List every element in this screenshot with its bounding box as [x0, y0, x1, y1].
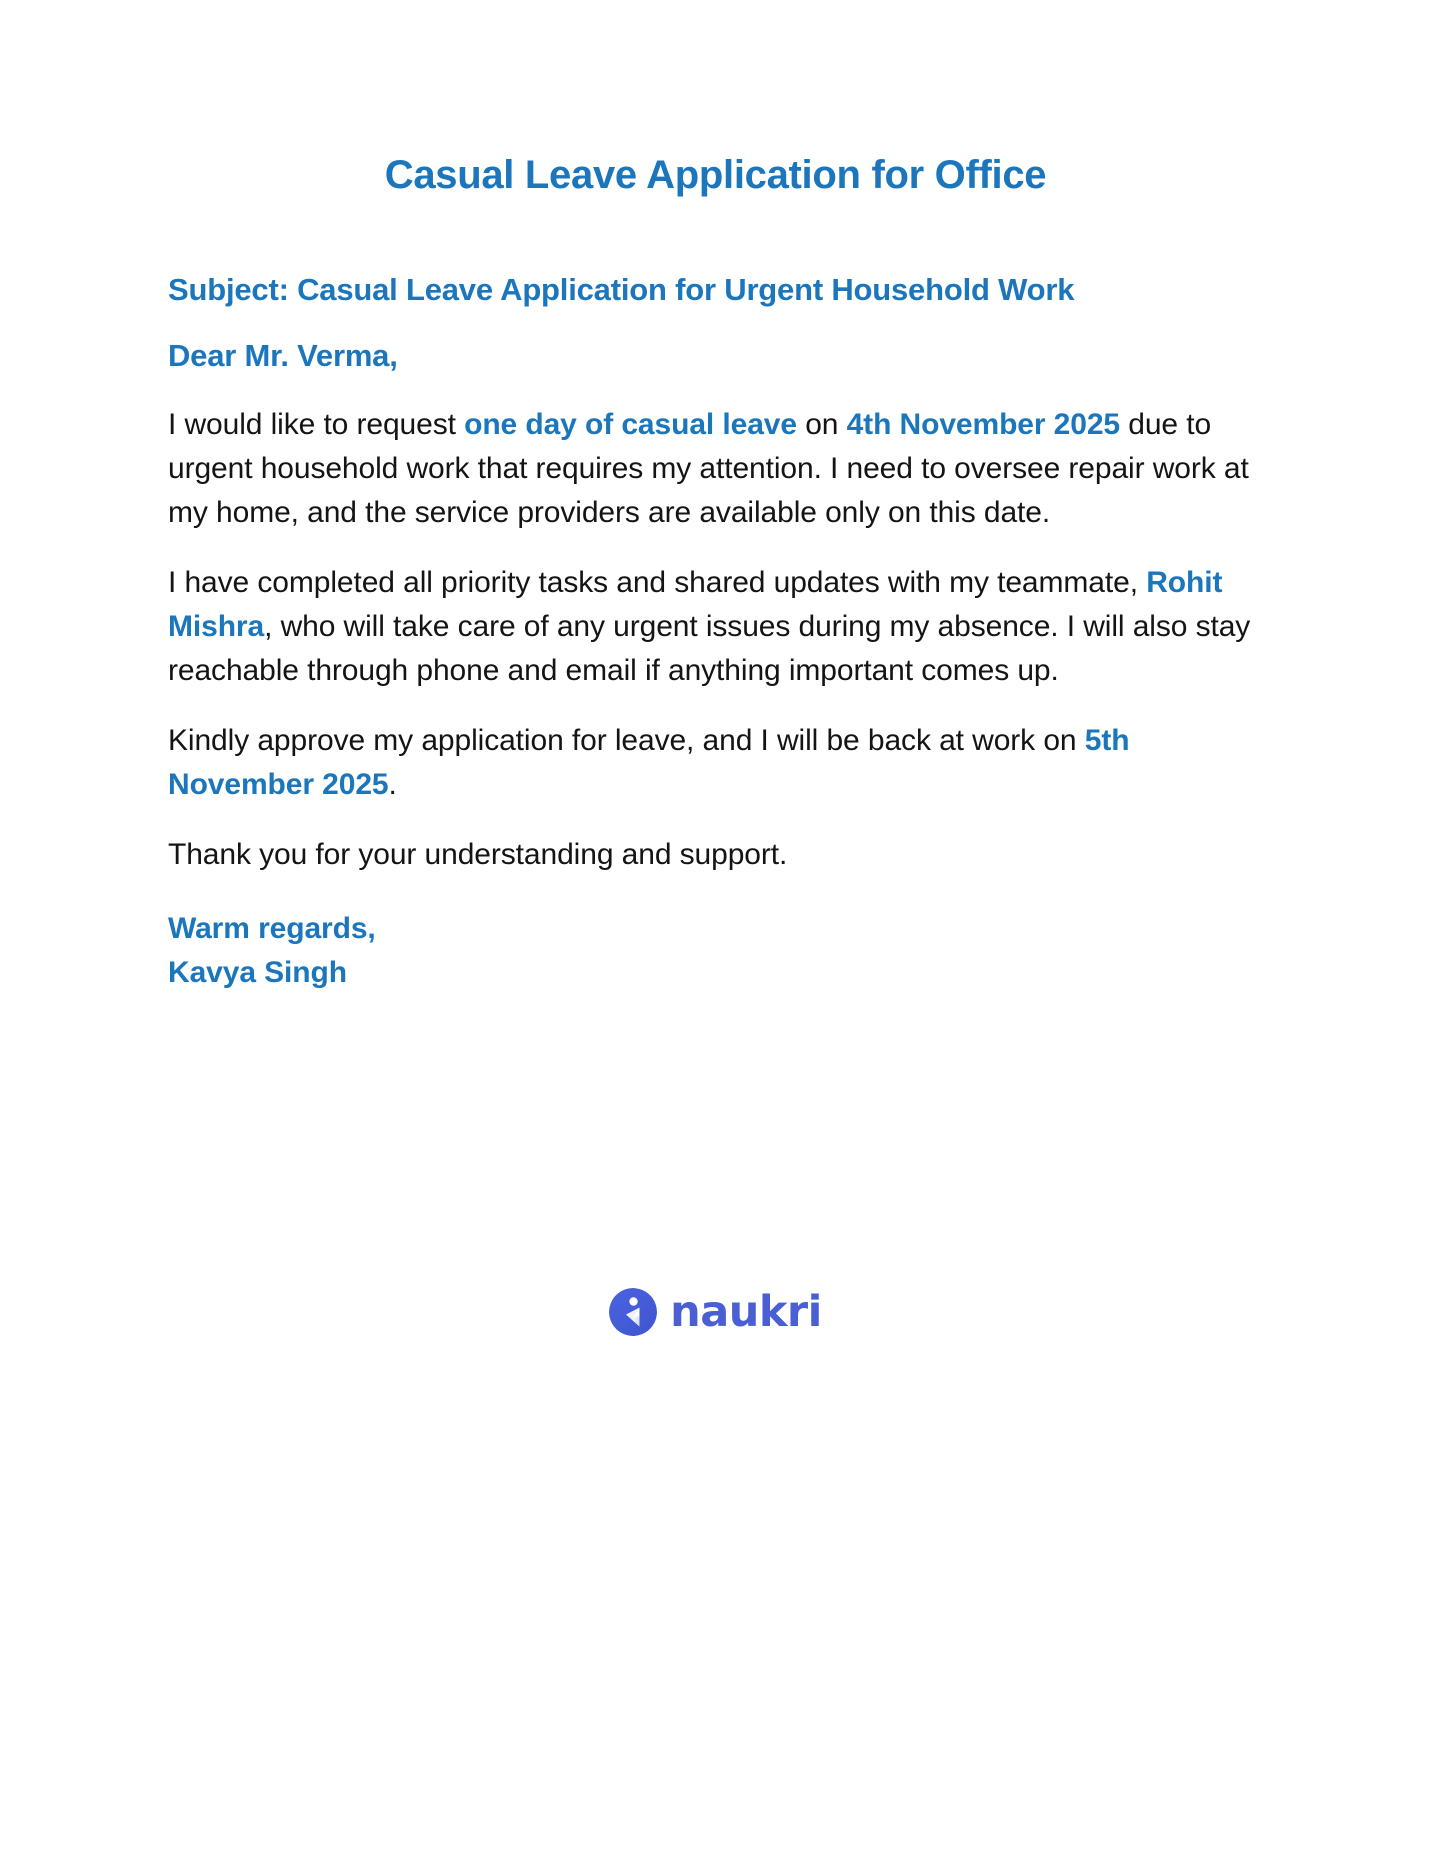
highlight-teammate-name: Rohit Mishra [168, 565, 1223, 643]
signer-name: Kavya Singh [168, 955, 347, 989]
salutation: Dear Mr. Verma, [168, 338, 398, 374]
paragraph2-segment-1: I have completed all priority tasks and shared updates with my teammate, [168, 565, 1147, 599]
page-title: Casual Leave Application for Office [384, 153, 1047, 197]
paragraph3-segment-1: Kindly approve my application for leave, and I will be back at work on [168, 724, 1085, 758]
paragraph-approval-request [168, 693, 1263, 807]
naukri-bird-icon [609, 1288, 657, 1336]
paragraph-handover [168, 535, 1263, 693]
paragraph3-segment-2: . [388, 768, 397, 802]
paragraph1-segment-1: I would like to request [168, 407, 465, 441]
subject-line: Subject: Casual Leave Application for Urgent Household Work [168, 272, 1075, 307]
paragraph1-segment-2: on [796, 407, 847, 441]
highlight-return-date: 5th November 2025 [168, 724, 1130, 802]
paragraph2-segment-2: , who will take care of any urgent issues during my absence. I will also stay reachable through phone and email if anything important comes up. [168, 609, 1251, 688]
highlight-leave-duration: one day of casual leave [464, 407, 797, 441]
highlight-leave-date: 4th November 2025 [846, 407, 1121, 441]
paragraph-request [168, 377, 1263, 535]
closing-line: Warm regards, [168, 912, 376, 946]
document-content [168, 0, 1263, 994]
brand-logo [0, 1288, 1431, 1336]
paragraph-thanks: Thank you for your understanding and support. [168, 838, 788, 872]
naukri-wordmark: naukri [670, 1286, 822, 1337]
paragraph1-segment-3: due to urgent household work that requires my attention. I need to oversee repair work at my home, and the service providers are available only on this date. [168, 407, 1249, 529]
